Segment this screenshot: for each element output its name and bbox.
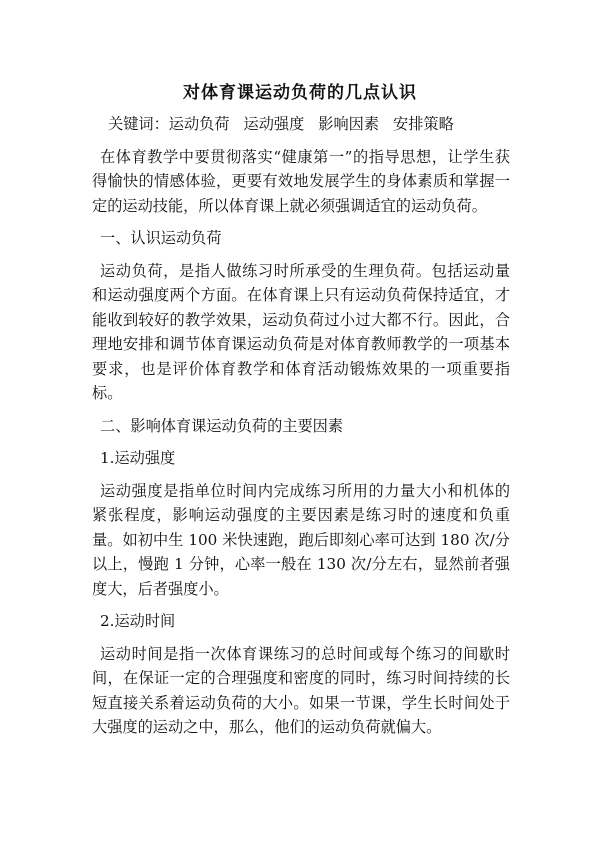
keyword: 运动负荷 <box>168 115 230 133</box>
section-heading: 一、认识运动负荷 <box>100 229 222 247</box>
document-title: 对体育课运动负荷的几点认识 <box>183 83 417 103</box>
keyword: 运动强度 <box>243 115 305 133</box>
section-paragraph: 运动负荷，是指人做练习时所承受的生理负荷。包括运动量和运动强度两个方面。在体育课上只有运动负荷保持适宜，才能收到较好的教学效果，运动负荷过小过大都不行。因此，合理地安排和调节体育课运动负荷是对体育教师教学的一项基本要求，也是评价体育教学和体育活动锻炼效果的一项重要指标。 <box>92 261 510 402</box>
section-heading: 二、影响体育课运动负荷的主要因素 <box>100 416 343 435</box>
keywords-line <box>92 112 510 137</box>
document-body <box>92 112 510 748</box>
subsection-paragraph: 运动时间是指一次体育课练习的总时间或每个练习的间歇时间，在保证一定的合理强度和密度的同时，练习时间持续的长短直接关系着运动负荷的大小。如果一节课，学生长时间处于大强度的运动之中，那么，他们的运动负荷就偏大。 <box>92 644 510 736</box>
subsection-paragraph: 运动强度是指单位时间内完成练习所用的力量大小和机体的紧张程度，影响运动强度的主要因素是练习时的速度和负重量。如初中生 100 米快速跑，跑后即刻心率可达到 180 次/分以上，慢跑 1 分钟，心率一般在 130 次/分左右，显然前者强度大，后者强度小。 <box>92 481 510 598</box>
keyword: 影响因素 <box>318 115 379 133</box>
subsection-heading: 1.运动强度 <box>100 449 176 467</box>
subsection-heading: 2.运动时间 <box>100 612 176 630</box>
keywords-label: 关键词： <box>108 115 169 133</box>
keyword: 安排策略 <box>393 115 454 133</box>
intro-paragraph: 在体育教学中要贯彻落实“健康第一”的指导思想，让学生获得愉快的情感体验，更要有效地发展学生的身体素质和掌握一定的运动技能，所以体育课上就必须强调适宜的运动负荷。 <box>92 147 510 215</box>
